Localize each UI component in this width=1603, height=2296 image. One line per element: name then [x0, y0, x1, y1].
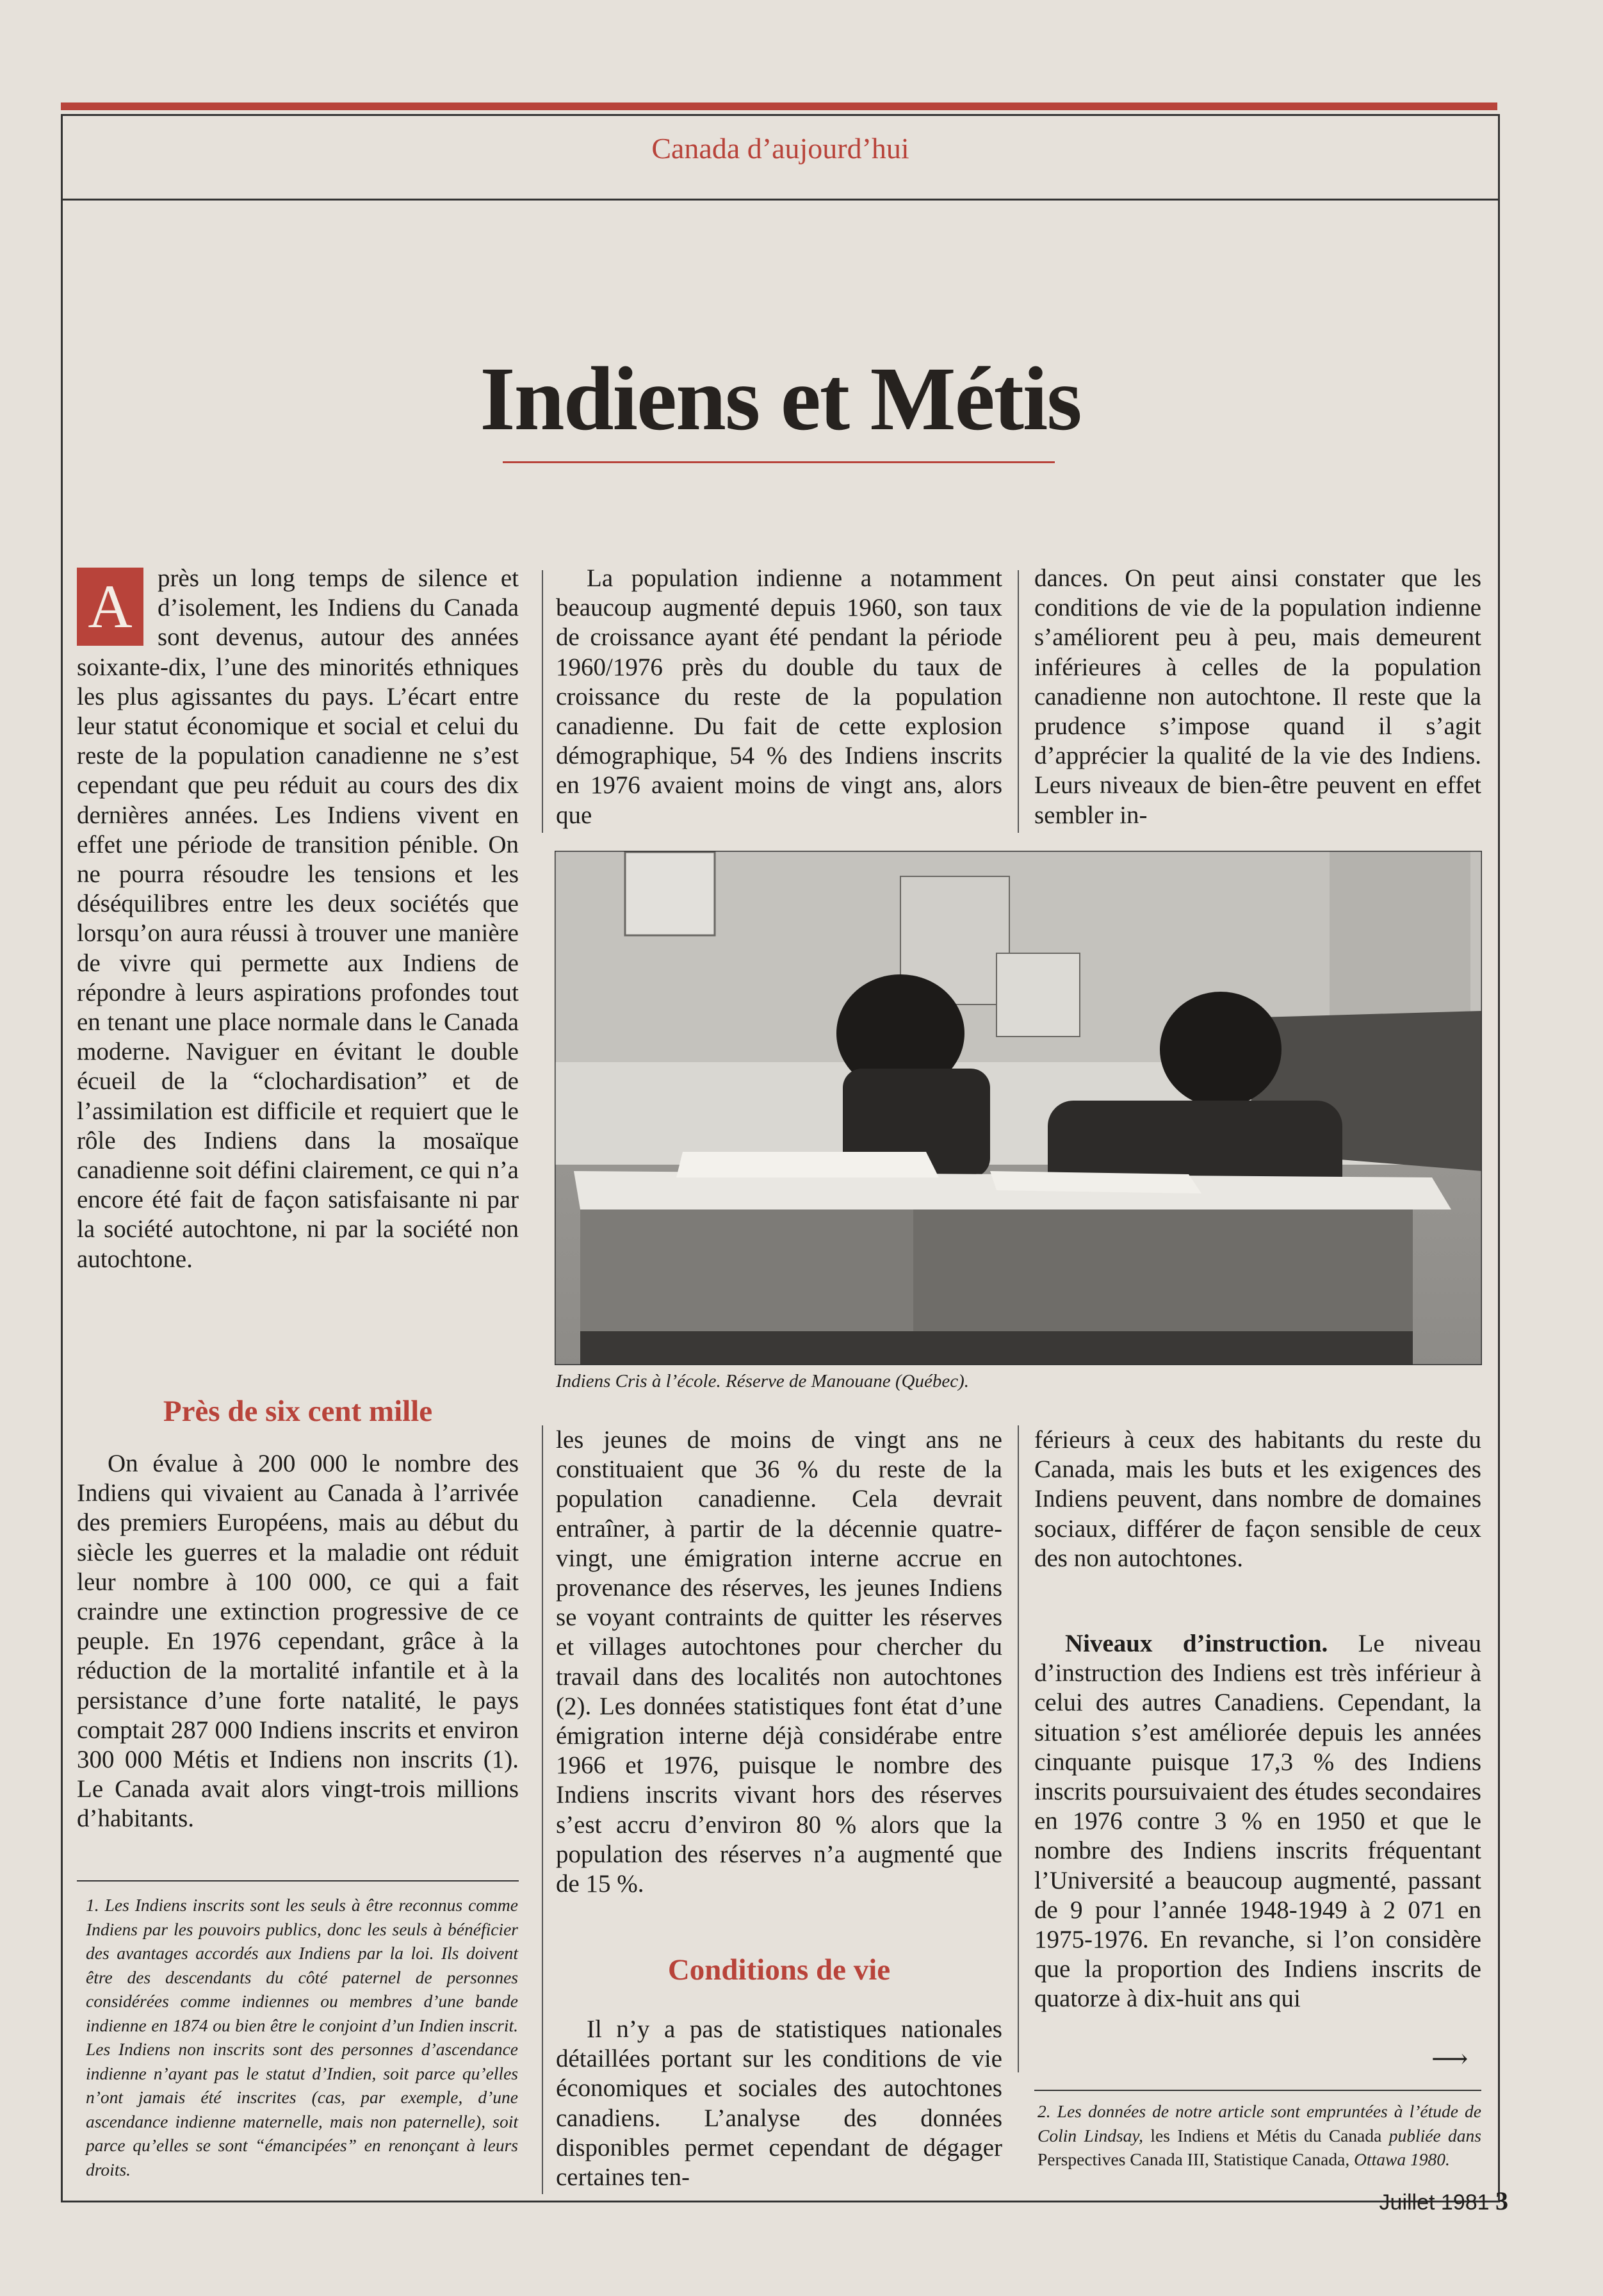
footnote-2-study-title: les Indiens et Métis du Canada: [1150, 2125, 1382, 2145]
page-folio: [1379, 2186, 1508, 2216]
page-number: 3: [1495, 2186, 1508, 2215]
column-3-bottom-text: férieurs à ceux des habitants du reste du Canada, mais les buts et les exigences des Indiens peuvent, dans nombre de domaines sociaux, différer de façon sensible de ceux des non autochtones.: [1034, 1426, 1481, 1572]
column-divider-3: [542, 1425, 543, 2194]
section-header: Canada d’aujourd’hui: [651, 132, 909, 165]
column-3-bottom: [1034, 1425, 1481, 1573]
column-2-bottom-text: les jeunes de moins de vingt ans ne constituaient que 36 % du reste de la population canadienne. Cela devrait entraîner, à partir de la décennie quatre-vingt, une émigration interne accrue en provenance des réserves, les jeunes Indiens se voyant contraints de quitter les réserves et villages autochtones pour chercher du travail dans des localités non autochtones (2). Les données statistiques font état d’une émigration interne déjà considérabe entre 1966 et 1976, puisque le nombre des Indiens inscrits vivant hors des réserves s’est accru d’environ 80 % alors que la population des réserves n’a augmenté que de 15 %.: [556, 1426, 1002, 1898]
issue-date: Juillet 1981: [1379, 2190, 1490, 2215]
footnote-2: [1037, 2099, 1481, 2172]
footnote-2-part-a: 2. Les données de notre article sont empruntées à l’étude de Colin Lindsay,: [1037, 2101, 1481, 2145]
drop-cap: A: [77, 568, 143, 646]
top-color-bar: [61, 102, 1497, 110]
column-2-bottom: [556, 1425, 1002, 1899]
column-divider-1: [542, 570, 543, 833]
photo-illustration: [555, 851, 1482, 1365]
footnote-1: [86, 1893, 518, 2181]
footnote-rule-2: [1034, 2090, 1481, 2091]
footnote-2-part-c: publiée dans: [1381, 2125, 1481, 2145]
footnote-1-text: 1. Les Indiens inscrits sont les seuls à être reconnus comme Indiens par les pouvoirs publics, donc les seuls à bénéficier des avantages accordés aux Indiens par la loi. Ils doivent être des descendants du côté paternel de personnes considérées comme indiennes ou membres d’une bande indienne en 1874 ou bien être le conjoint d’un Indien inscrit. Les Indiens non inscrits sont des personnes d’ascendance indienne n’ayant pas le statut d’Indien, soit parce qu’elles n’ont jamais été inscrites (cas, par exemple, d’une ascendance indienne maternelle, mais non paternelle), soit parce qu’elles se sont “émancipées” en renonçant à leurs droits.: [86, 1895, 518, 2179]
photo-caption: Indiens Cris à l’école. Réserve de Manouane (Québec).: [556, 1371, 970, 1391]
footnote-rule-1: [77, 1880, 519, 1882]
column-2-top-text: La population indienne a notamment beaucoup augmenté depuis 1960, son taux de croissance ayant été pendant la période 1960/1976 près du double du taux de croissance du reste de la population canadienne. Du fait de cette explosion démographique, 54 % des Indiens inscrits en 1976 avaient moins de vingt ans, alors que: [556, 564, 1002, 829]
conditions-paragraph: Il n’y a pas de statistiques nationales détaillées portant sur les conditions de vie économiques et sociales des autochtones canadiens. L’analyse des données disponibles permet cependant de dégager certaines ten-: [556, 2015, 1002, 2192]
intro-paragraph: près un long temps de silence et d’isolement, les Indiens du Canada sont devenus, autour des années soixante-dix, l’une des minorités ethniques les plus agissantes du pays. L’écart entre leur statut économique et social et celui du reste de la population canadienne ne s’est cependant que peu réduit au cours des dix dernières années. Les Indiens vivent en effet une période de transition pénible. On ne pourra résoudre les tensions et les déséquilibres entre les deux sociétés que lorsqu’on aura réussi à trouver une manière de vivre qui permette aux Indiens de répondre à leurs aspirations profondes tout en tenant une place normale dans le Canada moderne. Naviguer en évitant le double écueil de la “clochardisation” et de l’assimilation est difficile et requiert que le rôle des Indiens dans la mosaïque canadienne soit défini clairement, ce qui n’a encore été fait de façon satisfaisante ni par la société autochtone, ni par la société non autochtone.: [77, 564, 519, 1273]
classroom-photo: [555, 851, 1482, 1365]
article-title: Indiens et Métis: [480, 348, 1081, 449]
instruction-heading: Niveaux d’instruction.: [1065, 1630, 1328, 1657]
column-1-paragraph-2: [77, 1449, 519, 1834]
column-3-top-text: dances. On peut ainsi constater que les conditions de vie de la population indienne s’améliorent peu à peu, mais demeurent inférieures à celles de la population canadienne non autochtone. Il reste que la prudence s’impose quand il s’agit d’apprécier la qualité de la vie des Indiens. Leurs niveaux de bien-être peuvent en effet sembler in-: [1034, 564, 1481, 829]
column-2-top: [556, 564, 1002, 830]
column-3-paragraph-2: [1034, 1629, 1481, 2014]
subhead-pres-de-six-cent-mille: Près de six cent mille: [163, 1395, 433, 1428]
footnote-2-part-e: , Ottawa 1980.: [1345, 2149, 1450, 2169]
footnote-2-publication: Perspectives Canada III, Statistique Canada: [1037, 2149, 1346, 2169]
subhead-conditions-de-vie: Conditions de vie: [667, 1953, 891, 1987]
column-divider-4: [1018, 1425, 1019, 2072]
title-underline: [503, 461, 1055, 463]
population-paragraph: On évalue à 200 000 le nombre des Indiens qui vivaient au Canada à l’arrivée des premiers Européens, mais au début du siècle les guerres et la maladie ont réduit leur nombre à 100 000, ce qui a fait craindre une extinction progressive de ce peuple. En 1976 cependant, grâce à la réduction de la mortalité infantile et à la persistance d’une forte natalité, le pays comptait 287 000 Indiens inscrits et environ 300 000 Métis et Indiens non inscrits (1). Le Canada avait alors vingt-trois millions d’habitants.: [77, 1450, 519, 1833]
column-2-paragraph-3: [556, 2015, 1002, 2192]
column-1-intro: [77, 564, 519, 1274]
column-divider-2: [1018, 570, 1019, 833]
instruction-paragraph: Le niveau d’instruction des Indiens est très inférieur à celui des autres Canadiens. Cependant, la situation s’est améliorée depuis les années cinquante puisque 17,3 % des Indiens inscrits poursuivaient des études secondaires en 1976 contre 3 % en 1950 et que le nombre des Indiens inscrits fréquentant l’Université a beaucoup augmenté, passant de 9 pour l’année 1948-1949 à 2 071 en 1975-1976. En revanche, si l’on considère que la proportion des Indiens inscrits de quatorze à dix-huit ans qui: [1034, 1630, 1481, 2013]
header-rule: [61, 199, 1500, 201]
continued-arrow-icon: ⟶: [1431, 2044, 1469, 2073]
column-3-top: [1034, 564, 1481, 830]
